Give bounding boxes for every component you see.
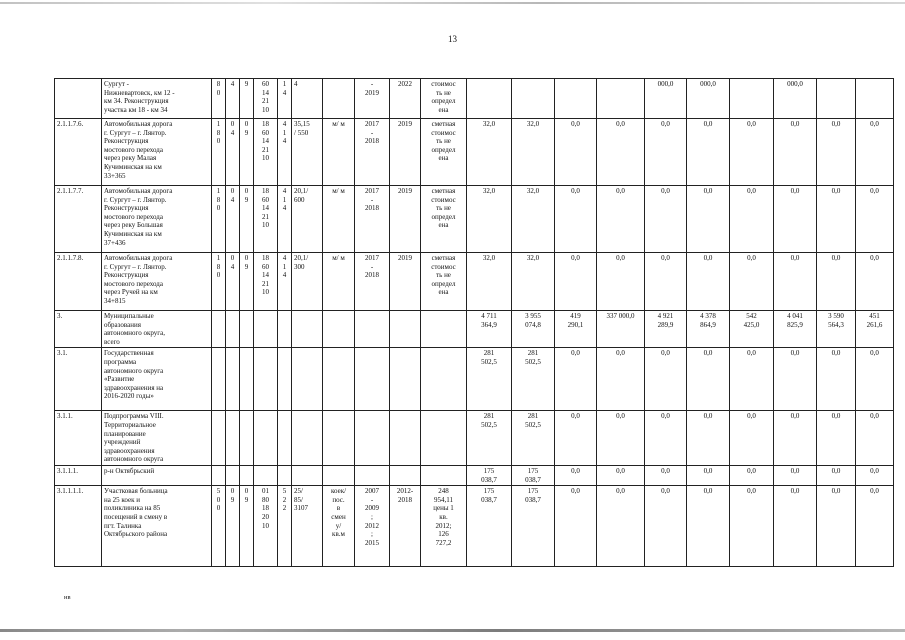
table-cell: 0,0 [645, 119, 687, 186]
table-cell: 0,0 [555, 348, 597, 411]
table-cell: 01 80 18 20 10 [254, 486, 278, 567]
table-cell [355, 311, 390, 348]
table-cell: 0,0 [687, 348, 730, 411]
table-row [55, 253, 894, 311]
table-cell: 4 [226, 79, 240, 119]
table-cell: 0,0 [687, 465, 730, 485]
table-cell: 000,0 [774, 79, 817, 119]
table-cell: 1 8 0 [212, 253, 226, 311]
table-cell: 0,0 [645, 465, 687, 485]
table-cell: 3. [55, 311, 102, 348]
table-cell: 0,0 [555, 253, 597, 311]
table-cell: 0,0 [730, 119, 774, 186]
table-cell: 281 502,5 [512, 348, 555, 411]
table-cell: м/ м [323, 119, 355, 186]
table-cell: Государственная программа автономного округа «Развитие здравоохранения на 2016-2020 годы» [102, 348, 212, 411]
table-cell: 32,0 [512, 253, 555, 311]
table-cell: 0 4 [226, 186, 240, 253]
table-cell: 0,0 [597, 348, 645, 411]
table-cell [390, 465, 421, 485]
table-cell: 0,0 [856, 348, 894, 411]
table-cell [292, 411, 323, 466]
table-cell: 542 425,0 [730, 311, 774, 348]
table-cell: 0,0 [774, 119, 817, 186]
table-cell: 281 502,5 [467, 411, 512, 466]
table-cell [323, 348, 355, 411]
table-cell: 0,0 [687, 186, 730, 253]
table-cell: 0,0 [597, 186, 645, 253]
table-cell [254, 348, 278, 411]
table-cell: 0,0 [730, 348, 774, 411]
table-cell: 2017 - 2018 [355, 253, 390, 311]
table-cell: 281 502,5 [512, 411, 555, 466]
table-cell: 0,0 [645, 411, 687, 466]
table-cell: 175 038,7 [512, 465, 555, 485]
table-cell: р-н Октябрьский [102, 465, 212, 485]
table-cell: 32,0 [467, 253, 512, 311]
table-cell: 0,0 [645, 253, 687, 311]
table-cell [226, 348, 240, 411]
table-cell: 0,0 [555, 411, 597, 466]
table-cell: 0,0 [817, 465, 856, 485]
table-cell: 0,0 [730, 186, 774, 253]
table-cell: 3 590 564,3 [817, 311, 856, 348]
table-cell: 0 9 [240, 253, 254, 311]
table-cell: 25/ 85/ 3107 [292, 486, 323, 567]
table-cell: 0,0 [645, 348, 687, 411]
table-cell: 2.1.1.7.7. [55, 186, 102, 253]
scan-edge-bottom [0, 629, 905, 632]
table-cell: 0,0 [817, 348, 856, 411]
table-cell: 4 1 4 [278, 253, 292, 311]
budget-table [54, 78, 894, 567]
table-cell [421, 465, 467, 485]
table-cell: 0,0 [555, 465, 597, 485]
table-cell [292, 311, 323, 348]
table-cell: сметная стоимос ть не определ ена [421, 186, 467, 253]
table-cell [278, 348, 292, 411]
table-cell: 0,0 [555, 186, 597, 253]
table-cell: 0 9 [240, 186, 254, 253]
table-cell: Автомобильная дорога г. Сургут – г. Лянтор. Реконструкция мостового перехода через реку Малая Кучиминская на км 33+365 [102, 119, 212, 186]
table-cell: 60 14 21 10 [254, 79, 278, 119]
table-cell: 2022 [390, 79, 421, 119]
table-cell: 0,0 [774, 465, 817, 485]
table-cell: 281 502,5 [467, 348, 512, 411]
table-cell [240, 465, 254, 485]
table-cell: 0,0 [817, 253, 856, 311]
table-cell: 0,0 [687, 486, 730, 567]
table-cell [292, 348, 323, 411]
table-row [55, 348, 894, 411]
table-cell: 0,0 [597, 119, 645, 186]
table-cell: 20,1/ 600 [292, 186, 323, 253]
table-cell: 4 [292, 79, 323, 119]
table-cell [212, 348, 226, 411]
table-cell: 0,0 [774, 348, 817, 411]
table-cell [212, 411, 226, 466]
table-cell [240, 411, 254, 466]
table-cell: 2.1.1.7.6. [55, 119, 102, 186]
table-cell [226, 411, 240, 466]
table-cell: 0 9 [226, 486, 240, 567]
table-cell: 0,0 [856, 486, 894, 567]
table-row [55, 119, 894, 186]
table-cell [212, 465, 226, 485]
table-cell: стоимос ть не определ ена [421, 79, 467, 119]
table-cell: 175 038,7 [467, 486, 512, 567]
table-cell: 0,0 [856, 119, 894, 186]
table-cell: 32,0 [512, 186, 555, 253]
table-cell: 32,0 [512, 119, 555, 186]
table-cell: 9 [240, 79, 254, 119]
table-cell [254, 411, 278, 466]
table-cell [254, 311, 278, 348]
table-cell: Участковая больница на 25 коек и поликлиника на 85 посещений в смену в пгт. Талинка Октябрьского района [102, 486, 212, 567]
table-cell [278, 411, 292, 466]
scan-edge-top [0, 2, 905, 4]
table-cell [240, 311, 254, 348]
table-cell: 0,0 [856, 253, 894, 311]
table-cell [323, 79, 355, 119]
table-cell: 175 038,7 [512, 486, 555, 567]
table-cell [421, 411, 467, 466]
table-cell: 000,0 [687, 79, 730, 119]
table-cell: 0,0 [555, 486, 597, 567]
table-cell: 4 711 364,9 [467, 311, 512, 348]
table-cell: 2019 [390, 119, 421, 186]
table-cell: Автомобильная дорога г. Сургут – г. Лянтор. Реконструкция мостового перехода через Ручей на км 34+815 [102, 253, 212, 311]
table-cell: 0,0 [817, 486, 856, 567]
table-cell: 0,0 [774, 486, 817, 567]
table-cell [555, 79, 597, 119]
table-cell: 0 4 [226, 253, 240, 311]
table-cell: 0,0 [774, 253, 817, 311]
table-cell [390, 411, 421, 466]
table-cell: 0,0 [856, 186, 894, 253]
table-cell [323, 411, 355, 466]
table-cell [292, 465, 323, 485]
table-cell: 0,0 [597, 253, 645, 311]
table-cell: 2019 [390, 186, 421, 253]
table-cell [254, 465, 278, 485]
table-cell [730, 79, 774, 119]
table-cell: 451 261,6 [856, 311, 894, 348]
page-number: 13 [448, 34, 457, 44]
table-cell: 32,0 [467, 119, 512, 186]
table-cell [278, 311, 292, 348]
table-cell: 0,0 [730, 411, 774, 466]
table-cell: 175 038,7 [467, 465, 512, 485]
table-row [55, 411, 894, 466]
table-cell: 0,0 [817, 411, 856, 466]
table-cell [278, 465, 292, 485]
table-cell: 0 9 [240, 119, 254, 186]
table-cell: 0,0 [856, 465, 894, 485]
table-cell: 0,0 [687, 253, 730, 311]
table-cell [355, 411, 390, 466]
table-cell: 0,0 [645, 486, 687, 567]
table-cell: 5 2 2 [278, 486, 292, 567]
table-row [55, 79, 894, 119]
table-row [55, 186, 894, 253]
table-cell: 2019 [390, 253, 421, 311]
table-cell [597, 79, 645, 119]
table-cell: 1 4 [278, 79, 292, 119]
table-cell: 1 8 0 [212, 186, 226, 253]
table-cell [512, 79, 555, 119]
table-cell [856, 79, 894, 119]
table-cell: - 2019 [355, 79, 390, 119]
table-cell: 0,0 [687, 411, 730, 466]
table-cell: Подпрограмма VIII. Территориальное планирование учреждений здравоохранения автономного округа [102, 411, 212, 466]
table-cell: 4 041 825,9 [774, 311, 817, 348]
table-cell: Автомобильная дорога г. Сургут – г. Лянтор. Реконструкция мостового перехода через реку Большая Кучиминская на км 37+436 [102, 186, 212, 253]
table-cell: 0,0 [687, 119, 730, 186]
table-cell: 0,0 [817, 119, 856, 186]
table-cell: 419 290,1 [555, 311, 597, 348]
table-cell: 0,0 [856, 411, 894, 466]
table-cell: 000,0 [645, 79, 687, 119]
table-cell: 248 954,11 цены 1 кв. 2012; 126 727,2 [421, 486, 467, 567]
table-cell: Муниципальные образования автономного округа, всего [102, 311, 212, 348]
table-cell: 0,0 [730, 253, 774, 311]
table-cell [817, 79, 856, 119]
table-cell [226, 465, 240, 485]
table-row [55, 465, 894, 485]
table-cell: 0,0 [730, 486, 774, 567]
table-cell: 0,0 [774, 186, 817, 253]
table-cell: 0 4 [226, 119, 240, 186]
table-cell [323, 465, 355, 485]
table-cell: 4 378 864,9 [687, 311, 730, 348]
table-cell: 0,0 [730, 465, 774, 485]
table-cell [467, 79, 512, 119]
table-cell: 3.1.1.1. [55, 465, 102, 485]
table-cell: 3 955 074,8 [512, 311, 555, 348]
table-cell: 337 000,0 [597, 311, 645, 348]
table-cell: 18 60 14 21 10 [254, 186, 278, 253]
table-cell: м/ м [323, 253, 355, 311]
table-cell: 0,0 [817, 186, 856, 253]
table-cell [240, 348, 254, 411]
table-cell: 0,0 [597, 411, 645, 466]
table-cell: 3.1.1. [55, 411, 102, 466]
table-cell: Сургут - Нижневартовск, км 12 - км 34. Реконструкция участка км 18 - км 34 [102, 79, 212, 119]
table-cell: 3.1. [55, 348, 102, 411]
table-cell: 0,0 [597, 486, 645, 567]
table-cell: сметная стоимос ть не определ ена [421, 253, 467, 311]
table-cell: 3.1.1.1.1. [55, 486, 102, 567]
table-cell: 0,0 [597, 465, 645, 485]
table-cell: 35,15 / 550 [292, 119, 323, 186]
table-cell: 2017 - 2018 [355, 186, 390, 253]
table-cell [355, 465, 390, 485]
table-cell: 18 60 14 21 10 [254, 253, 278, 311]
table-cell [55, 79, 102, 119]
table-cell: 0,0 [555, 119, 597, 186]
table-cell: м/ м [323, 186, 355, 253]
table-cell: 5 0 0 [212, 486, 226, 567]
table-cell: 2.1.1.7.8. [55, 253, 102, 311]
table-row [55, 311, 894, 348]
table-cell: 0,0 [645, 186, 687, 253]
table-cell: 18 60 14 21 10 [254, 119, 278, 186]
table-cell: 4 921 289,9 [645, 311, 687, 348]
table-cell [421, 348, 467, 411]
table-cell [390, 311, 421, 348]
table-cell [323, 311, 355, 348]
table-cell [421, 311, 467, 348]
table-cell: 0 9 [240, 486, 254, 567]
table-cell: 2012- 2018 [390, 486, 421, 567]
table-cell [390, 348, 421, 411]
table-cell [212, 311, 226, 348]
table-cell: 4 1 4 [278, 186, 292, 253]
table-cell: 20,1/ 300 [292, 253, 323, 311]
table-cell: 8 0 [212, 79, 226, 119]
footer-mark: нв [64, 594, 71, 601]
table-cell [355, 348, 390, 411]
table-cell: 2017 - 2018 [355, 119, 390, 186]
table-row [55, 486, 894, 567]
table-cell: сметная стоимос ть не определ ена [421, 119, 467, 186]
table-cell: 1 8 0 [212, 119, 226, 186]
table-cell: 4 1 4 [278, 119, 292, 186]
table-cell: коек/ пос. в смен у/ кв.м [323, 486, 355, 567]
table-cell: 32,0 [467, 186, 512, 253]
table-cell: 0,0 [774, 411, 817, 466]
table-cell: 2007 - 2009 ; 2012 ; 2015 [355, 486, 390, 567]
table-cell [226, 311, 240, 348]
